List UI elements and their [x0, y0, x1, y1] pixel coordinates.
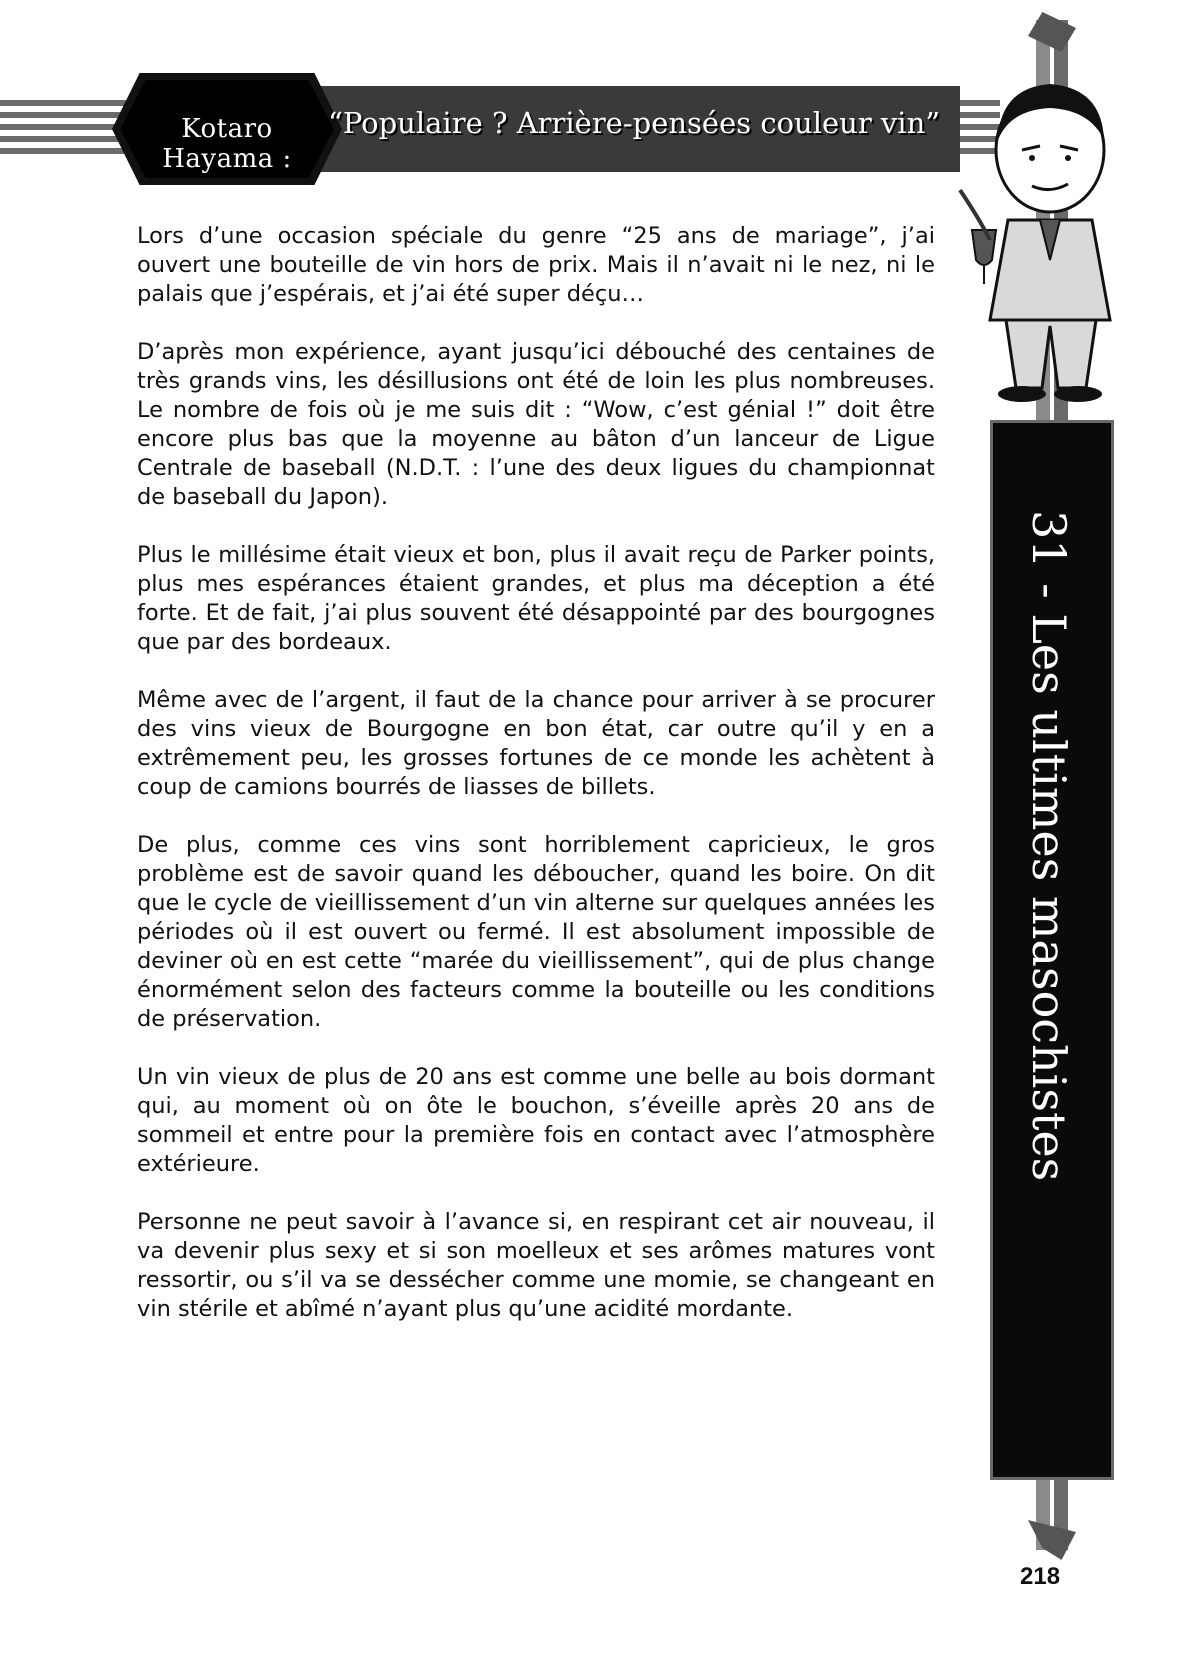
body-paragraph: De plus, comme ces vins sont horriblement capricieux, le gros problème est de savoir quand les déboucher, quand les boire. On dit que le cycle de vieillissement d’un vin alterne sur quelques années les périodes où il est ouvert ou fermé. Il est absolument impossible de deviner où en est cette “marée du vieillissement”, qui de plus change énormément selon des facteurs comme la bouteille ou les conditions de préservation.: [137, 832, 935, 1032]
body-paragraph: Même avec de l’argent, il faut de la chance pour arriver à se procurer des vins vieux de Bourgogne en bon état, car outre qu’il y en a extrêmement peu, les grosses fortunes de ce monde les achètent à coup de camions bourrés de liasses de billets.: [137, 687, 935, 800]
body-paragraph: D’après mon expérience, ayant jusqu’ici débouché des centaines de très grands vins, les désillusions ont été de loin les plus nombreuses. Le nombre de fois où je me suis dit : “Wow, c’est génial !” doit être encore plus bas que la moyenne au bâton d’un lanceur de Ligue Centrale de baseball (N.D.T. : l’une des deux ligues du championnat de baseball du Japon).: [137, 339, 935, 510]
body-paragraph: Plus le millésime était vieux et bon, plus il avait reçu de Parker points, plus mes espérances étaient grandes, et plus ma déception a été forte. Et de fait, j’ai plus souvent été désappointé par des bourgognes que par des bordeaux.: [137, 542, 935, 655]
body-paragraph: Un vin vieux de plus de 20 ans est comme une belle au bois dormant qui, au moment où on ôte le bouchon, s’éveille après 20 ans de sommeil et entre pour la première fois en contact avec l’atmosphère extérieure.: [137, 1064, 935, 1177]
chapter-title: 31 - Les ultimes masochistes: [1022, 510, 1076, 1182]
author-name: Kotaro Hayama :: [162, 114, 292, 174]
body-paragraph: Lors d’une occasion spéciale du genre “25 ans de mariage”, j’ai ouvert une bouteille de vin hors de prix. Mais il n’avait ni le nez, ni le palais que j’espérais, et j’ai été super déçu…: [137, 223, 935, 307]
header-title: “Populaire ? Arrière-pensées couleur vin”: [328, 106, 941, 140]
article-body: [137, 222, 935, 1353]
character-illustration: [950, 70, 1150, 410]
page-number: 218: [1020, 1563, 1061, 1590]
body-paragraph: Personne ne peut savoir à l’avance si, en respirant cet air nouveau, il va devenir plus sexy et si son moelleux et ses arômes matures vont ressortir, ou s’il va se dessécher comme une momie, se changeant en vin stérile et abîmé n’ayant plus qu’une acidité mordante.: [137, 1209, 935, 1322]
